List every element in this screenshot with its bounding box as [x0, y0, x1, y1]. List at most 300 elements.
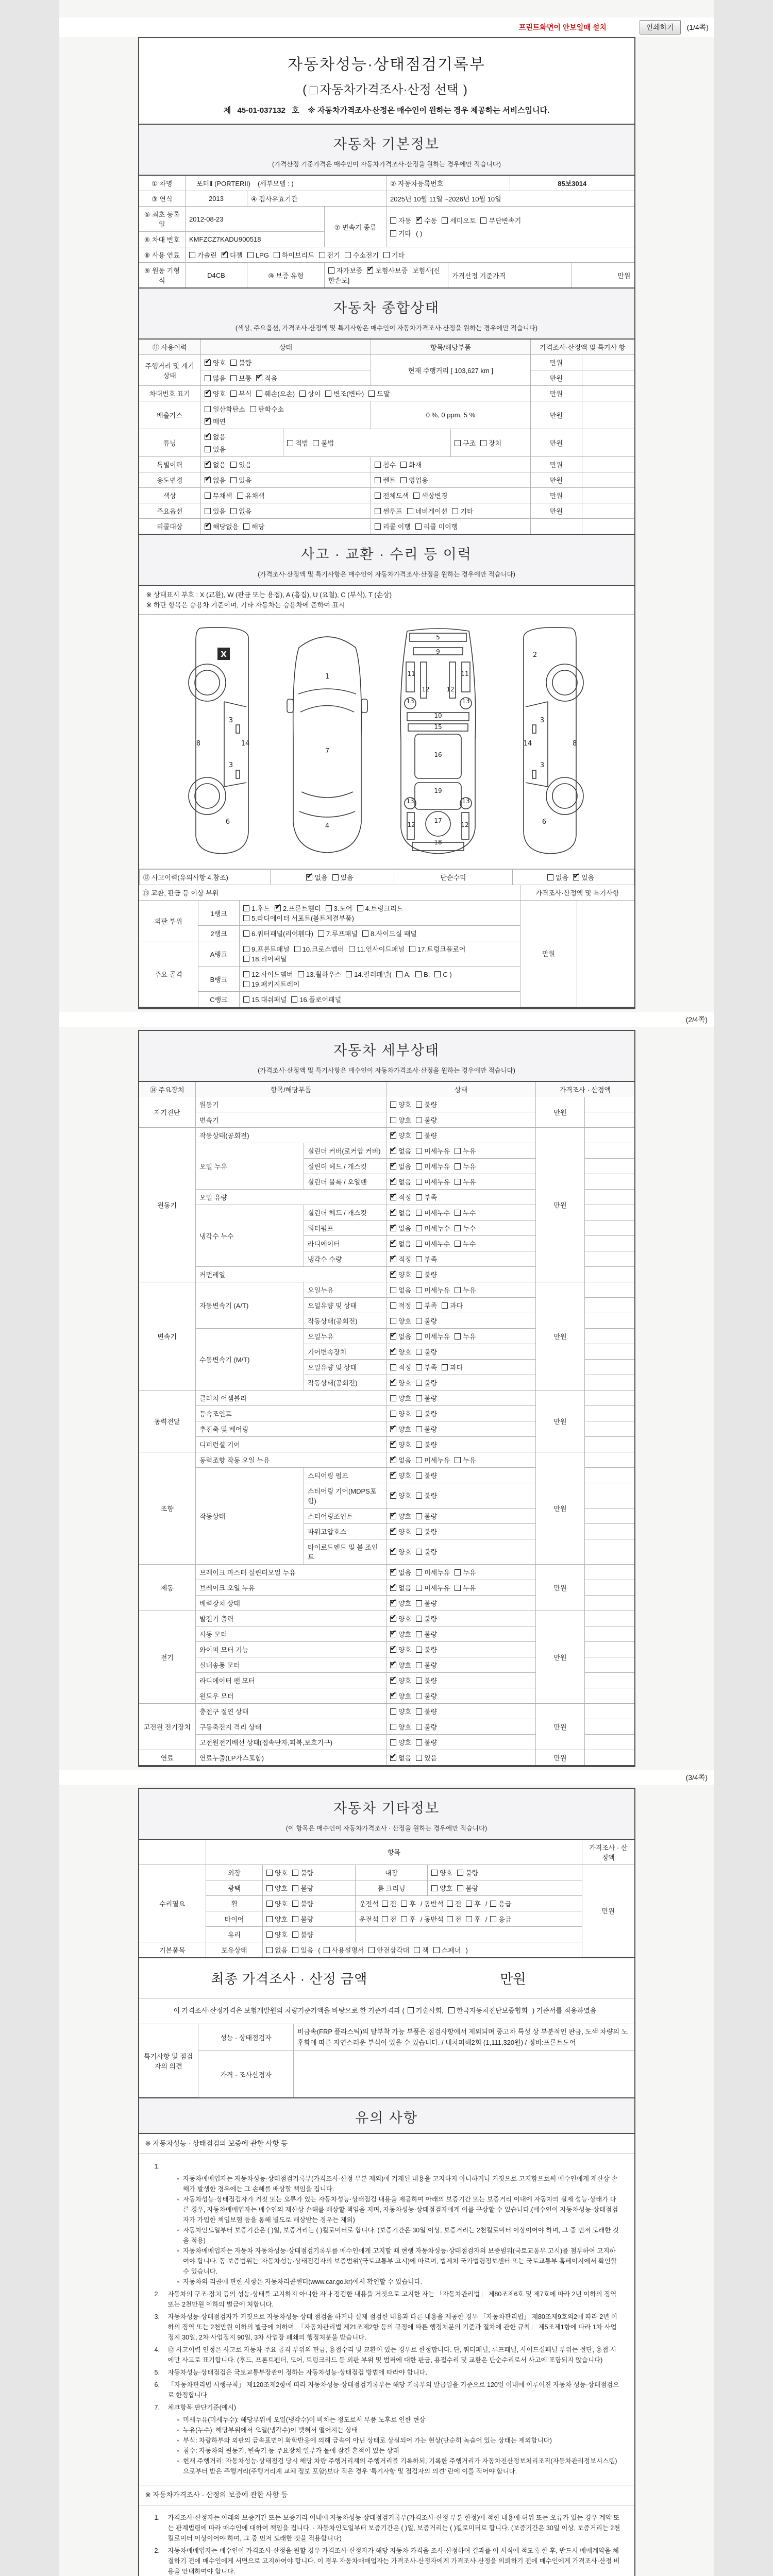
checkbox-item[interactable] [416, 1424, 437, 1434]
checkbox-item[interactable] [390, 1645, 411, 1654]
checkbox-checked-icon[interactable] [390, 1585, 396, 1591]
checkbox-icon[interactable] [480, 440, 486, 446]
checkbox-item[interactable] [189, 250, 217, 260]
checkbox-item[interactable] [416, 1753, 437, 1762]
checkbox-icon[interactable] [416, 1472, 422, 1479]
checkbox-item[interactable] [390, 1614, 411, 1623]
checkbox-icon[interactable] [414, 1947, 420, 1953]
checkbox-item[interactable] [455, 1177, 476, 1187]
checkbox-item[interactable] [390, 1146, 411, 1156]
checkbox-icon[interactable] [442, 217, 448, 224]
checkbox-item[interactable] [346, 969, 392, 979]
checkbox-item[interactable] [250, 404, 284, 414]
checkbox-icon[interactable] [416, 1132, 422, 1139]
checkbox-icon[interactable] [390, 1739, 396, 1745]
checkbox-item[interactable] [298, 969, 341, 979]
checkbox-icon[interactable] [455, 1210, 461, 1216]
checkbox-checked-icon[interactable] [205, 462, 211, 468]
checkbox-item[interactable] [480, 215, 521, 225]
checkbox-item[interactable] [447, 1914, 462, 1924]
checkbox-icon[interactable] [313, 440, 319, 446]
checkbox-item[interactable] [266, 1868, 288, 1877]
checkbox-item[interactable] [416, 1547, 437, 1556]
checkbox-item[interactable] [390, 1161, 411, 1171]
checkbox-item[interactable] [455, 1146, 476, 1156]
checkbox-icon[interactable] [375, 523, 381, 530]
checkbox-icon[interactable] [243, 930, 249, 937]
checkbox-item[interactable] [409, 944, 465, 954]
checkbox-item[interactable] [390, 1527, 411, 1536]
checkbox-icon[interactable] [401, 1901, 407, 1907]
print-install-link[interactable]: 프린트화면이 안보일때 설치 [518, 23, 607, 31]
checkbox-icon[interactable] [455, 1333, 461, 1340]
checkbox-item[interactable] [413, 490, 447, 500]
checkbox-icon[interactable] [292, 1931, 298, 1938]
checkbox-icon[interactable] [368, 1947, 375, 1953]
checkbox-item[interactable] [416, 1567, 450, 1577]
checkbox-icon[interactable] [345, 252, 351, 258]
checkbox-item[interactable] [416, 1598, 437, 1608]
checkbox-icon[interactable] [416, 1194, 422, 1200]
checkbox-item[interactable] [416, 1706, 437, 1716]
checkbox-icon[interactable] [416, 1631, 422, 1637]
checkbox-icon[interactable] [382, 1916, 388, 1922]
checkbox-item[interactable] [431, 1868, 452, 1877]
checkbox-checked-icon[interactable] [390, 1241, 396, 1247]
checkbox-icon[interactable] [266, 1885, 273, 1891]
checkbox-item[interactable] [457, 1883, 478, 1893]
checkbox-checked-icon[interactable] [390, 1549, 396, 1555]
checkbox-item[interactable] [455, 1583, 476, 1592]
checkbox-icon[interactable] [390, 1708, 396, 1715]
checkbox-item[interactable] [292, 1929, 313, 1939]
checkbox-icon[interactable] [416, 1179, 422, 1185]
checkbox-item[interactable] [466, 1914, 481, 1924]
checkbox-item[interactable] [416, 1393, 437, 1403]
checkbox-icon[interactable] [205, 406, 211, 412]
checkbox-checked-icon[interactable] [256, 375, 262, 381]
checkbox-item[interactable] [266, 1899, 288, 1908]
checkbox-item[interactable] [416, 1115, 437, 1125]
checkbox-item[interactable] [368, 1945, 409, 1955]
checkbox-icon[interactable] [299, 391, 306, 397]
checkbox-checked-icon[interactable] [390, 1616, 396, 1622]
checkbox-checked-icon[interactable] [222, 252, 228, 258]
checkbox-item[interactable] [401, 1899, 416, 1908]
checkbox-item[interactable] [416, 1583, 450, 1592]
checkbox-icon[interactable] [415, 523, 422, 530]
checkbox-item[interactable] [318, 928, 358, 938]
checkbox-item[interactable] [416, 1737, 437, 1747]
checkbox-item[interactable] [466, 1899, 481, 1908]
checkbox-icon[interactable] [480, 217, 486, 224]
checkbox-item[interactable] [328, 265, 362, 275]
checkbox-icon[interactable] [292, 1947, 298, 1953]
checkbox-icon[interactable] [266, 1947, 273, 1953]
checkbox-icon[interactable] [362, 930, 368, 937]
checkbox-icon[interactable] [408, 2007, 414, 2013]
checkbox-icon[interactable] [416, 1380, 422, 1386]
checkbox-item[interactable] [266, 1883, 288, 1893]
checkbox-icon[interactable] [431, 1885, 438, 1891]
checkbox-icon[interactable] [455, 1241, 461, 1247]
checkbox-item[interactable] [205, 506, 226, 516]
checkbox-item[interactable] [390, 1223, 411, 1233]
checkbox-item[interactable] [274, 250, 314, 260]
checkbox-icon[interactable] [416, 1101, 422, 1108]
checkbox-icon[interactable] [357, 905, 363, 911]
checkbox-item[interactable] [205, 460, 226, 469]
checkbox-item[interactable] [390, 1269, 411, 1279]
checkbox-icon[interactable] [292, 1916, 298, 1922]
checkbox-item[interactable] [230, 475, 251, 485]
checkbox-icon[interactable] [382, 1901, 388, 1907]
checkbox-checked-icon[interactable] [205, 418, 211, 425]
checkbox-item[interactable] [222, 250, 243, 260]
checkbox-icon[interactable] [266, 1901, 273, 1907]
checkbox-icon[interactable] [396, 971, 402, 977]
checkbox-icon[interactable] [416, 1513, 422, 1519]
checkbox-item[interactable] [390, 1753, 411, 1762]
checkbox-item[interactable] [390, 1722, 411, 1732]
checkbox-item[interactable] [243, 954, 287, 963]
checkbox-checked-icon[interactable] [390, 1693, 396, 1699]
checkbox-icon[interactable] [416, 1225, 422, 1231]
checkbox-item[interactable] [416, 1285, 450, 1295]
checkbox-item[interactable] [390, 1675, 411, 1685]
checkbox-item[interactable] [205, 358, 226, 367]
checkbox-icon[interactable] [431, 1870, 438, 1876]
checkbox-item[interactable] [416, 1614, 437, 1623]
checkbox-item[interactable] [256, 373, 277, 383]
checkbox-icon[interactable] [189, 252, 195, 258]
checkbox-icon[interactable] [434, 971, 441, 977]
checkbox-item[interactable] [390, 1409, 411, 1418]
checkbox-item[interactable] [332, 872, 354, 882]
checkbox-icon[interactable] [416, 1163, 422, 1170]
checkbox-checked-icon[interactable] [390, 1256, 396, 1262]
checkbox-icon[interactable] [243, 915, 249, 921]
checkbox-icon[interactable] [416, 1395, 422, 1401]
checkbox-checked-icon[interactable] [390, 1194, 396, 1200]
checkbox-icon[interactable] [349, 946, 355, 952]
checkbox-icon[interactable] [237, 493, 243, 499]
checkbox-item[interactable] [390, 1511, 411, 1521]
checkbox-icon[interactable] [400, 462, 407, 468]
checkbox-item[interactable] [390, 1424, 411, 1434]
checkbox-item[interactable] [275, 903, 321, 913]
checkbox-icon[interactable] [455, 1225, 461, 1231]
checkbox-item[interactable] [205, 373, 226, 383]
checkbox-checked-icon[interactable] [390, 1677, 396, 1684]
checkbox-checked-icon[interactable] [205, 523, 211, 530]
checkbox-item[interactable] [416, 1645, 437, 1654]
checkbox-icon[interactable] [243, 981, 249, 987]
checkbox-item[interactable] [237, 490, 265, 500]
checkbox-icon[interactable] [324, 1947, 330, 1953]
checkbox-icon[interactable] [383, 252, 390, 258]
checkbox-item[interactable] [291, 994, 341, 1004]
checkbox-icon[interactable] [455, 1457, 461, 1463]
checkbox-icon[interactable] [416, 1256, 422, 1262]
checkbox-icon[interactable] [416, 1241, 422, 1247]
checkbox-icon[interactable] [457, 1885, 463, 1891]
checkbox-icon[interactable] [416, 1411, 422, 1417]
checkbox-icon[interactable] [375, 508, 381, 514]
checkbox-icon[interactable] [292, 1901, 298, 1907]
checkbox-item[interactable] [299, 388, 321, 398]
checkbox-item[interactable] [448, 2006, 528, 2016]
checkbox-icon[interactable] [490, 1901, 496, 1907]
checkbox-icon[interactable] [448, 2007, 455, 2013]
checkbox-icon[interactable] [230, 462, 237, 468]
checkbox-item[interactable] [416, 1192, 437, 1202]
checkbox-checked-icon[interactable] [205, 477, 211, 483]
checkbox-item[interactable] [266, 1945, 288, 1955]
checkbox-icon[interactable] [407, 508, 413, 514]
checkbox-icon[interactable] [390, 1411, 396, 1417]
checkbox-item[interactable] [390, 1470, 411, 1480]
checkbox-item[interactable] [416, 1675, 437, 1685]
checkbox-icon[interactable] [294, 946, 300, 952]
checkbox-item[interactable] [490, 1899, 511, 1908]
checkbox-icon[interactable] [416, 1569, 422, 1575]
checkbox-item[interactable] [416, 1269, 437, 1279]
checkbox-icon[interactable] [205, 375, 211, 381]
checkbox-icon[interactable] [416, 1600, 422, 1606]
checkbox-item[interactable] [230, 358, 251, 367]
checkbox-item[interactable] [416, 1146, 450, 1156]
checkbox-item[interactable] [408, 2006, 444, 2016]
checkbox-item[interactable] [243, 521, 264, 531]
checkbox-icon[interactable] [243, 996, 249, 1003]
checkbox-item[interactable] [266, 1929, 288, 1939]
checkbox-item[interactable] [416, 1722, 437, 1732]
checkbox-item[interactable] [390, 1455, 411, 1465]
checkbox-icon[interactable] [447, 1901, 453, 1907]
checkbox-icon[interactable] [416, 1647, 422, 1653]
checkbox-icon[interactable] [390, 1101, 396, 1108]
checkbox-item[interactable] [243, 903, 270, 913]
checkbox-item[interactable] [390, 1598, 411, 1608]
checkbox-item[interactable] [400, 460, 422, 469]
checkbox-icon[interactable] [375, 462, 381, 468]
checkbox-item[interactable] [416, 1660, 437, 1670]
checkbox-item[interactable] [455, 1567, 476, 1577]
checkbox-icon[interactable] [230, 375, 237, 381]
checkbox-icon[interactable] [416, 1739, 422, 1745]
checkbox-checked-icon[interactable] [275, 905, 281, 911]
checkbox-checked-icon[interactable] [390, 1132, 396, 1139]
checkbox-icon[interactable] [416, 1549, 422, 1555]
checkbox-icon[interactable] [416, 1724, 422, 1730]
checkbox-item[interactable] [407, 506, 448, 516]
checkbox-item[interactable] [390, 1316, 411, 1326]
checkbox-item[interactable] [416, 1239, 450, 1248]
checkbox-item[interactable] [433, 1945, 461, 1955]
checkbox-item[interactable] [400, 475, 428, 485]
checkbox-checked-icon[interactable] [390, 1647, 396, 1653]
checkbox-icon[interactable] [433, 1947, 440, 1953]
checkbox-item[interactable] [292, 1899, 313, 1908]
checkbox-icon[interactable] [328, 267, 334, 274]
checkbox-item[interactable] [416, 1223, 450, 1233]
checkbox-icon[interactable] [416, 1755, 422, 1761]
checkbox-item[interactable] [416, 1362, 437, 1372]
checkbox-item[interactable] [396, 971, 411, 978]
checkbox-icon[interactable] [390, 230, 396, 236]
checkbox-item[interactable] [416, 1300, 437, 1310]
checkbox-icon[interactable] [416, 1148, 422, 1154]
checkbox-item[interactable] [416, 1316, 437, 1326]
checkbox-icon[interactable] [455, 440, 461, 446]
checkbox-icon[interactable] [490, 1916, 496, 1922]
checkbox-icon[interactable] [547, 874, 553, 880]
checkbox-item[interactable] [375, 506, 402, 516]
checkbox-item[interactable] [230, 388, 251, 398]
checkbox-item[interactable] [416, 1161, 450, 1171]
checkbox-item[interactable] [390, 1660, 411, 1670]
checkbox-icon[interactable] [243, 905, 249, 911]
checkbox-item[interactable] [390, 1177, 411, 1187]
checkbox-checked-icon[interactable] [573, 874, 579, 880]
checkbox-item[interactable] [243, 913, 354, 923]
checkbox-item[interactable] [573, 872, 594, 882]
checkbox-item[interactable] [294, 944, 344, 954]
checkbox-item[interactable] [256, 388, 295, 398]
checkbox-item[interactable] [205, 521, 239, 531]
checkbox-icon[interactable] [390, 1302, 396, 1309]
checkbox-icon[interactable] [390, 1287, 396, 1293]
checkbox-icon[interactable] [319, 252, 325, 258]
checkbox-icon[interactable] [230, 508, 237, 514]
checkbox-icon[interactable] [292, 1870, 298, 1876]
checkbox-item[interactable] [324, 1945, 364, 1955]
checkbox-checked-icon[interactable] [390, 1662, 396, 1668]
checkbox-icon[interactable] [205, 446, 211, 452]
checkbox-item[interactable] [375, 475, 396, 485]
checkbox-icon[interactable] [230, 360, 237, 366]
checkbox-icon[interactable] [368, 391, 375, 397]
checkbox-icon[interactable] [243, 956, 249, 962]
checkbox-item[interactable] [382, 1899, 397, 1908]
checkbox-item[interactable] [325, 388, 364, 398]
checkbox-item[interactable] [390, 1130, 411, 1140]
checkbox-item[interactable] [390, 1099, 411, 1109]
checkbox-icon[interactable] [415, 971, 422, 977]
checkbox-item[interactable] [416, 1331, 450, 1341]
checkbox-checked-icon[interactable] [390, 1333, 396, 1340]
checkbox-item[interactable] [442, 1362, 463, 1372]
checkbox-item[interactable] [416, 1177, 450, 1187]
checkbox-icon[interactable] [416, 1318, 422, 1324]
checkbox-item[interactable] [292, 1883, 313, 1893]
checkbox-icon[interactable] [455, 1163, 461, 1170]
checkbox-checked-icon[interactable] [205, 434, 211, 440]
checkbox-icon[interactable] [455, 1569, 461, 1575]
checkbox-icon[interactable] [230, 391, 237, 397]
checkbox-item[interactable] [287, 438, 308, 448]
checkbox-item[interactable] [416, 1470, 437, 1480]
checkbox-icon[interactable] [266, 1931, 273, 1938]
checkbox-item[interactable] [205, 388, 226, 398]
checkbox-icon[interactable] [256, 391, 262, 397]
checkbox-checked-icon[interactable] [390, 1472, 396, 1479]
checkbox-item[interactable] [434, 971, 451, 978]
checkbox-item[interactable] [390, 1239, 411, 1248]
checkbox-item[interactable] [416, 1409, 437, 1418]
checkbox-item[interactable] [390, 1691, 411, 1701]
checkbox-icon[interactable] [205, 508, 211, 514]
checkbox-item[interactable] [243, 969, 293, 979]
checkbox-checked-icon[interactable] [390, 1380, 396, 1386]
checkbox-icon[interactable] [230, 477, 237, 483]
checkbox-item[interactable] [390, 1737, 411, 1747]
checkbox-item[interactable] [390, 1285, 411, 1295]
checkbox-item[interactable] [455, 438, 476, 448]
checkbox-checked-icon[interactable] [390, 1225, 396, 1231]
checkbox-icon[interactable] [416, 1302, 422, 1309]
checkbox-icon[interactable] [416, 1616, 422, 1622]
checkbox-item[interactable] [292, 1868, 313, 1877]
checkbox-item[interactable] [457, 1868, 478, 1877]
checkbox-item[interactable] [319, 250, 340, 260]
checkbox-item[interactable] [416, 1691, 437, 1701]
checkbox-item[interactable] [390, 1439, 411, 1449]
checkbox-item[interactable] [390, 1208, 411, 1217]
checkbox-icon[interactable] [455, 1179, 461, 1185]
checkbox-item[interactable] [416, 215, 437, 225]
checkbox-item[interactable] [390, 1378, 411, 1387]
checkbox-item[interactable] [390, 1300, 411, 1310]
checkbox-icon[interactable] [416, 1364, 422, 1370]
checkbox-item[interactable] [390, 1490, 411, 1500]
checkbox-icon[interactable] [416, 1117, 422, 1123]
checkbox-icon[interactable] [452, 508, 458, 514]
checkbox-icon[interactable] [243, 971, 249, 977]
checkbox-checked-icon[interactable] [306, 874, 312, 880]
checkbox-item[interactable] [390, 1567, 411, 1577]
checkbox-icon[interactable] [390, 1395, 396, 1401]
checkbox-icon[interactable] [416, 1349, 422, 1355]
checkbox-item[interactable] [416, 1378, 437, 1387]
checkbox-item[interactable] [382, 1914, 397, 1924]
checkbox-item[interactable] [416, 1254, 437, 1264]
checkbox-item[interactable] [431, 1883, 452, 1893]
checkbox-item[interactable] [243, 979, 299, 989]
checkbox-icon[interactable] [416, 1662, 422, 1668]
checkbox-icon[interactable] [416, 1333, 422, 1340]
checkbox-icon[interactable] [274, 252, 280, 258]
checkbox-item[interactable] [390, 1629, 411, 1639]
checkbox-checked-icon[interactable] [205, 360, 211, 366]
checkbox-item[interactable] [230, 373, 251, 383]
checkbox-icon[interactable] [291, 996, 297, 1003]
checkbox-item[interactable] [205, 444, 226, 454]
checkbox-icon[interactable] [243, 946, 249, 952]
checkbox-item[interactable] [416, 1208, 450, 1217]
checkbox-icon[interactable] [416, 1287, 422, 1293]
checkbox-icon[interactable] [375, 477, 381, 483]
checkbox-icon[interactable] [416, 1529, 422, 1535]
checkbox-item[interactable] [205, 490, 232, 500]
checkbox-item[interactable] [306, 872, 327, 882]
checkbox-item[interactable] [349, 944, 405, 954]
checkbox-item[interactable] [375, 521, 411, 531]
checkbox-item[interactable] [390, 1192, 411, 1202]
checkbox-item[interactable] [357, 903, 404, 913]
checkbox-item[interactable] [390, 1583, 411, 1592]
